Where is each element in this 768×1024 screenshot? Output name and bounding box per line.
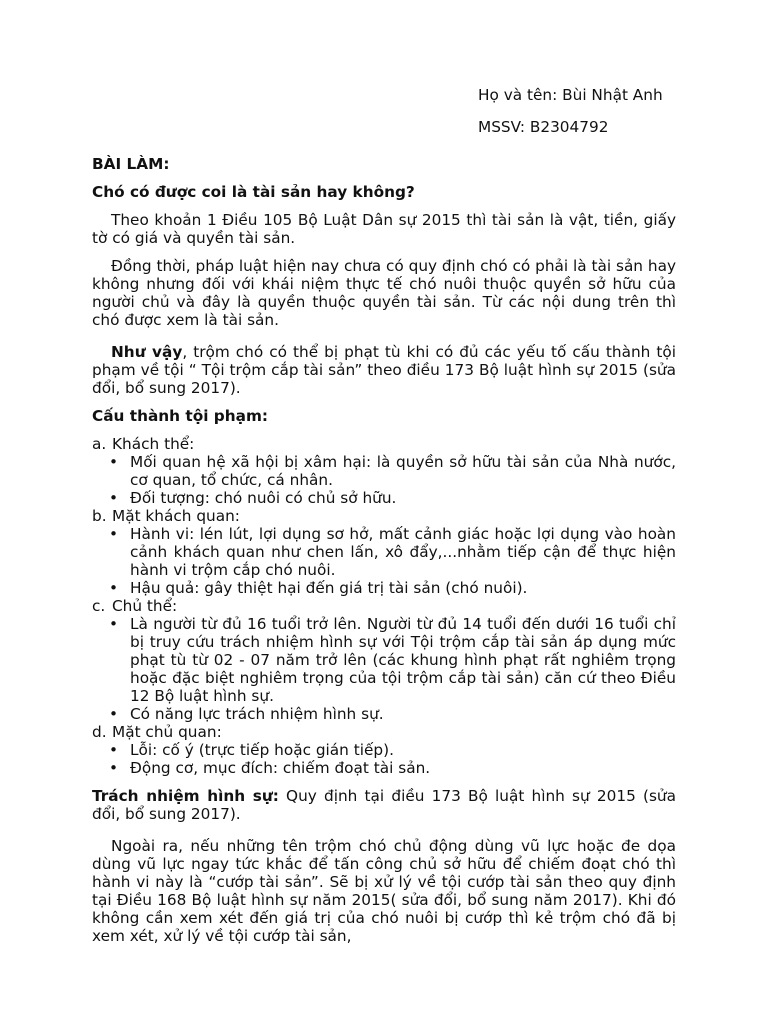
conclusion-text: , trộm chó có thể bị phạt tù khi có đủ các yếu tố cấu thành tội phạm về tội “ Tội trộm cắp tài sản” theo điều 173 Bộ luật hình sự 2015 (sửa đổi, bổ sung 2017). [92, 343, 676, 397]
paragraph-robbery: Ngoài ra, nếu những tên trộm chó chủ động dùng vũ lực hoặc đe dọa dùng vũ lực ngay tức khắc để tấn công chủ sở hữu để chiếm đoạt chó thì hành vi này là “cướp tài sản”. Sẽ bị xử lý về tội cướp tài sản theo quy định tại Điều 168 Bộ luật hình sự năm 2015( sửa đổi, bổ sung năm 2017). Khi đó không cần xem xét đến giá trị của chó nuôi bị cướp thì kẻ trộm chó đã bị xem xét, xử lý về tội cướp tài sản, [92, 837, 676, 945]
list-item: • Hành vi: lén lút, lợi dụng sơ hở, mất cảnh giác hoặc lợi dụng vào hoàn cảnh khách quan như chen lấn, xô đẩy,...nhằm tiếp cận để thực hiện hành vi trộm cắp chó nuôi. [109, 525, 676, 579]
section-label: d. [92, 723, 107, 741]
bullet-icon: • [109, 525, 119, 543]
bullet-icon: • [109, 579, 119, 597]
element-list [92, 435, 676, 777]
paragraph-conclusion [92, 343, 676, 397]
paragraph-definition: Theo khoản 1 Điều 105 Bộ Luật Dân sự 2015 thì tài sản là vật, tiền, giấy tờ có giá và quyền tài sản. [92, 211, 676, 247]
section-title: Mặt khách quan: [112, 507, 240, 525]
list-item: • Là người từ đủ 16 tuổi trở lên. Người từ đủ 14 tuổi đến dưới 16 tuổi chỉ bị truy cứu trách nhiệm hình sự với Tội trộm cắp tài sản áp dụng mức phạt tù từ 02 - 07 năm trở lên (các khung hình phạt rất nghiêm trọng hoặc đặc biệt nghiêm trọng của tội trộm cắp tài sản) căn cứ theo Điều 12 Bộ luật hình sự. [109, 615, 676, 705]
bullet-icon: • [109, 741, 119, 759]
bullet-icon: • [109, 705, 119, 723]
list-item: • Mối quan hệ xã hội bị xâm hại: là quyền sở hữu tài sản của Nhà nước, cơ quan, tổ chức, cá nhân. [109, 453, 676, 489]
element-section-c [92, 597, 676, 723]
paragraph-legal-status: Đồng thời, pháp luật hiện nay chưa có quy định chó có phải là tài sản hay không nhưng đối với khái niệm thực tế chó nuôi thuộc quyền sở hữu của người chủ và đây là quyền thuộc quyền tài sản. Từ các nội dung trên thì chó được xem là tài sản. [92, 257, 676, 329]
essay-body [92, 155, 676, 945]
bullet-icon: • [109, 489, 119, 507]
list-item: • Động cơ, mục đích: chiếm đoạt tài sản. [109, 759, 431, 777]
bullet-icon: • [109, 759, 119, 777]
element-section-b [92, 507, 676, 597]
element-section-d [92, 723, 676, 777]
liability-lead: Trách nhiệm hình sự: [92, 787, 279, 805]
student-info [478, 86, 676, 136]
paragraph-criminal-liability [92, 787, 676, 823]
section-label: c. [92, 597, 106, 615]
conclusion-lead: Như vậy [111, 343, 183, 361]
section-title: Mặt chủ quan: [112, 723, 222, 741]
section-label: a. [92, 435, 107, 453]
section-title: Khách thể: [112, 435, 195, 453]
student-id: MSSV: B2304792 [478, 118, 609, 136]
list-item: • Có năng lực trách nhiệm hình sự. [109, 705, 384, 723]
bullet-icon: • [109, 453, 119, 471]
section-label: b. [92, 507, 107, 525]
student-name: Họ và tên: Bùi Nhật Anh [478, 86, 663, 104]
list-item: • Đối tượng: chó nuôi có chủ sở hữu. [109, 489, 397, 507]
question-heading: Chó có được coi là tài sản hay không? [92, 183, 415, 201]
bullet-icon: • [109, 615, 119, 633]
liability-text: Quy định tại điều 173 Bộ luật hình sự 2015 (sửa đổi, bổ sung 2017). [92, 787, 676, 823]
element-section-a [92, 435, 676, 507]
section-heading-bai-lam: BÀI LÀM: [92, 155, 170, 173]
crime-elements-heading: Cấu thành tội phạm: [92, 407, 269, 425]
section-title: Chủ thể: [112, 597, 178, 615]
list-item: • Lỗi: cố ý (trực tiếp hoặc gián tiếp). [109, 741, 394, 759]
list-item: • Hậu quả: gây thiệt hại đến giá trị tài sản (chó nuôi). [109, 579, 528, 597]
